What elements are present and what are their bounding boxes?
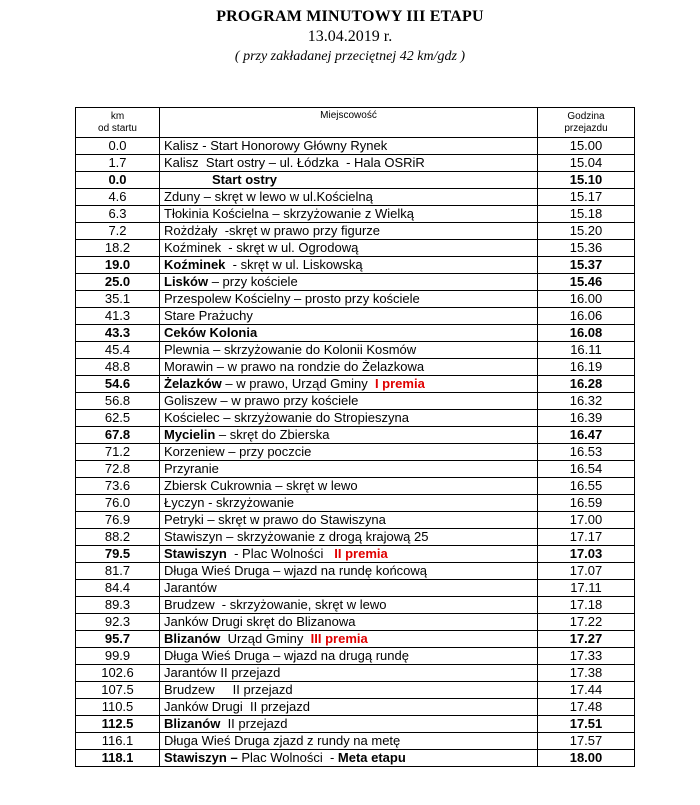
km-cell: 6.3 [76,206,160,223]
place-cell [160,138,538,155]
place-text: Stawiszyn [164,546,227,561]
premia-label: III premia [310,631,368,646]
time-cell: 16.19 [538,359,635,376]
time-header-line2: przejazdu [564,122,608,134]
place-text: Korzeniew – przy poczcie [164,444,312,459]
table-row [76,155,635,172]
place-text: Blizanów [164,716,221,731]
time-cell: 17.22 [538,614,635,631]
km-cell: 89.3 [76,597,160,614]
place-cell [160,512,538,529]
place-cell [160,240,538,257]
km-cell: 81.7 [76,563,160,580]
place-cell [160,665,538,682]
table-row [76,376,635,393]
time-cell: 17.17 [538,529,635,546]
place-cell [160,376,538,393]
km-cell: 72.8 [76,461,160,478]
km-cell: 43.3 [76,325,160,342]
place-text: Ceków Kolonia [164,325,258,340]
place-text: Mycielin [164,427,216,442]
place-text: Przespolew Kościelny – prosto przy kościele [164,291,420,306]
km-cell: 76.9 [76,512,160,529]
place-text: – przy kościele [208,274,298,289]
km-cell: 102.6 [76,665,160,682]
place-text: Koźminek [164,257,226,272]
km-cell: 95.7 [76,631,160,648]
place-cell [160,172,538,189]
time-header-line1: Godzina [567,110,605,122]
table-row [76,189,635,206]
table-row [76,172,635,189]
place-cell [160,529,538,546]
place-cell [160,733,538,750]
table-row [76,682,635,699]
place-text: Petryki – skręt w prawo do Stawiszyna [164,512,386,527]
km-cell: 48.8 [76,359,160,376]
time-cell: 15.17 [538,189,635,206]
place-cell [160,563,538,580]
time-cell: 15.36 [538,240,635,257]
km-cell: 110.5 [76,699,160,716]
km-header-line2: od startu [98,122,137,134]
table-row [76,716,635,733]
place-text: Kalisz Start ostry – ul. Łódzka - Hala OSRiR [164,155,425,170]
table-row [76,648,635,665]
km-cell: 99.9 [76,648,160,665]
place-text: - skręt w ul. Liskowską [225,257,363,272]
table-row [76,325,635,342]
time-cell: 17.33 [538,648,635,665]
km-cell: 84.4 [76,580,160,597]
table-row [76,631,635,648]
time-cell: 16.59 [538,495,635,512]
place-cell [160,155,538,172]
table-row [76,529,635,546]
km-cell: 41.3 [76,308,160,325]
time-cell: 17.51 [538,716,635,733]
place-text: Koźminek - skręt w ul. Ogrodową [164,240,359,255]
time-cell: 15.04 [538,155,635,172]
place-cell [160,631,538,648]
speed-note: ( przy zakładanej przeciętnej 42 km/gdz ) [234,49,466,64]
place-text: – skręt do Zbierska [215,427,330,442]
time-cell: 15.46 [538,274,635,291]
place-text: Plewnia – skrzyżowanie do Kolonii Kosmów [164,342,417,357]
time-cell: 17.00 [538,512,635,529]
table-row [76,444,635,461]
table-row [76,699,635,716]
premia-label: I premia [374,376,425,391]
table-row [76,750,635,767]
place-cell [160,291,538,308]
time-cell: 17.38 [538,665,635,682]
place-text: Tłokinia Kościelna – skrzyżowanie z Wielką [164,206,414,221]
table-row [76,580,635,597]
table-header-row [76,108,635,138]
place-text: Urząd Gminy [220,631,311,646]
table-row [76,291,635,308]
place-text: II przejazd [220,716,288,731]
place-text: Rożdżały -skręt w prawo przy figurze [164,223,381,238]
km-cell: 79.5 [76,546,160,563]
table-row [76,240,635,257]
km-header-line1: km [110,110,125,122]
time-cell: 15.00 [538,138,635,155]
place-text: Lisków [164,274,209,289]
schedule-rows [76,138,635,767]
schedule-table [75,107,635,767]
place-text: Żelazków [164,376,222,391]
km-cell: 67.8 [76,427,160,444]
place-cell [160,682,538,699]
table-row [76,733,635,750]
km-cell: 35.1 [76,291,160,308]
place-cell [160,325,538,342]
time-cell: 15.20 [538,223,635,240]
table-row [76,427,635,444]
time-cell: 16.39 [538,410,635,427]
time-cell: 17.27 [538,631,635,648]
place-cell [160,189,538,206]
time-cell: 15.10 [538,172,635,189]
place-text: Morawin – w prawo na rondzie do Żelazkowa [164,359,425,374]
place-cell [160,308,538,325]
time-cell: 16.53 [538,444,635,461]
time-cell: 16.54 [538,461,635,478]
km-cell: 0.0 [76,138,160,155]
table-row [76,563,635,580]
km-cell: 45.4 [76,342,160,359]
time-cell: 16.08 [538,325,635,342]
place-cell [160,495,538,512]
place-cell [160,274,538,291]
km-cell: 0.0 [76,172,160,189]
km-cell: 1.7 [76,155,160,172]
place-cell [160,546,538,563]
place-cell [160,716,538,733]
place-cell [160,410,538,427]
km-cell: 92.3 [76,614,160,631]
time-cell: 17.44 [538,682,635,699]
km-cell: 118.1 [76,750,160,767]
km-cell: 19.0 [76,257,160,274]
table-row [76,342,635,359]
table-row [76,206,635,223]
km-column-header [76,108,160,138]
km-cell: 88.2 [76,529,160,546]
time-cell: 17.03 [538,546,635,563]
place-text: Długa Wieś Druga – wjazd na rundę końcową [164,563,428,578]
time-cell: 16.55 [538,478,635,495]
premia-label: II premia [334,546,388,561]
table-row [76,410,635,427]
table-row [76,461,635,478]
place-text: Plac Wolności - [241,750,338,765]
place-cell [160,750,538,767]
time-cell: 16.32 [538,393,635,410]
time-cell: 17.07 [538,563,635,580]
km-cell: 107.5 [76,682,160,699]
km-cell: 62.5 [76,410,160,427]
place-text: Brudzew II przejazd [164,682,293,697]
km-cell: 73.6 [76,478,160,495]
time-cell: 15.37 [538,257,635,274]
km-cell: 4.6 [76,189,160,206]
place-text: Goliszew – w prawo przy kościele [164,393,359,408]
table-row [76,478,635,495]
place-text: Jarantów [164,580,217,595]
place-header-label: Miejscowość [320,110,377,121]
table-row [76,665,635,682]
km-cell: 76.0 [76,495,160,512]
place-cell [160,478,538,495]
table-row [76,546,635,563]
table-row [76,138,635,155]
place-text: Stawiszyn – [164,750,242,765]
place-cell [160,444,538,461]
table-row [76,359,635,376]
place-cell [160,427,538,444]
km-cell: 56.8 [76,393,160,410]
place-cell [160,597,538,614]
document-title: PROGRAM MINUTOWY III ETAPU [216,8,484,25]
place-text: Łyczyn - skrzyżowanie [164,495,295,510]
time-cell: 17.48 [538,699,635,716]
place-cell [160,699,538,716]
time-cell: 15.18 [538,206,635,223]
km-cell: 112.5 [76,716,160,733]
table-row [76,393,635,410]
km-cell: 25.0 [76,274,160,291]
place-text: Kalisz - Start Honorowy Główny Rynek [164,138,388,153]
place-cell [160,580,538,597]
table-row [76,257,635,274]
document-date: 13.04.2019 r. [307,28,393,45]
place-text: Janków Drugi II przejazd [164,699,310,714]
place-cell [160,257,538,274]
place-text: Stawiszyn – skrzyżowanie z drogą krajową 25 [164,529,429,544]
time-cell: 17.57 [538,733,635,750]
place-text: Długa Wieś Druga – wjazd na drugą rundę [164,648,409,663]
place-text: – w prawo, Urząd Gminy [221,376,375,391]
place-column-header [160,108,538,138]
table-row [76,308,635,325]
place-cell [160,393,538,410]
place-text: Janków Drugi skręt do Blizanowa [164,614,356,629]
table-row [76,512,635,529]
time-cell: 16.00 [538,291,635,308]
place-cell [160,461,538,478]
place-text: Start ostry [212,172,278,187]
place-text: - Plac Wolności [226,546,335,561]
place-cell [160,614,538,631]
place-cell [160,359,538,376]
table-row [76,597,635,614]
place-text: Meta etapu [337,750,406,765]
place-text: Długa Wieś Druga zjazd z rundy na metę [164,733,401,748]
km-cell: 18.2 [76,240,160,257]
time-cell: 18.00 [538,750,635,767]
place-text: Stare Prażuchy [164,308,253,323]
time-column-header [538,108,635,138]
place-cell [160,648,538,665]
place-text: Przyranie [164,461,219,476]
time-cell: 17.18 [538,597,635,614]
table-row [76,223,635,240]
km-cell: 7.2 [76,223,160,240]
place-text: Kościelec – skrzyżowanie do Stropieszyna [164,410,409,425]
time-cell: 16.11 [538,342,635,359]
place-cell [160,342,538,359]
table-row [76,274,635,291]
km-cell: 54.6 [76,376,160,393]
place-text: Jarantów II przejazd [164,665,281,680]
table-row [76,614,635,631]
place-text: Zbiersk Cukrownia – skręt w lewo [164,478,358,493]
place-cell [160,206,538,223]
time-cell: 16.06 [538,308,635,325]
km-cell: 116.1 [76,733,160,750]
time-cell: 17.11 [538,580,635,597]
time-cell: 16.47 [538,427,635,444]
table-row [76,495,635,512]
place-text: Brudzew - skrzyżowanie, skręt w lewo [164,597,387,612]
time-cell: 16.28 [538,376,635,393]
place-text: Blizanów [164,631,221,646]
place-cell [160,223,538,240]
place-text: Zduny – skręt w lewo w ul.Kościelną [164,189,373,204]
km-cell: 71.2 [76,444,160,461]
